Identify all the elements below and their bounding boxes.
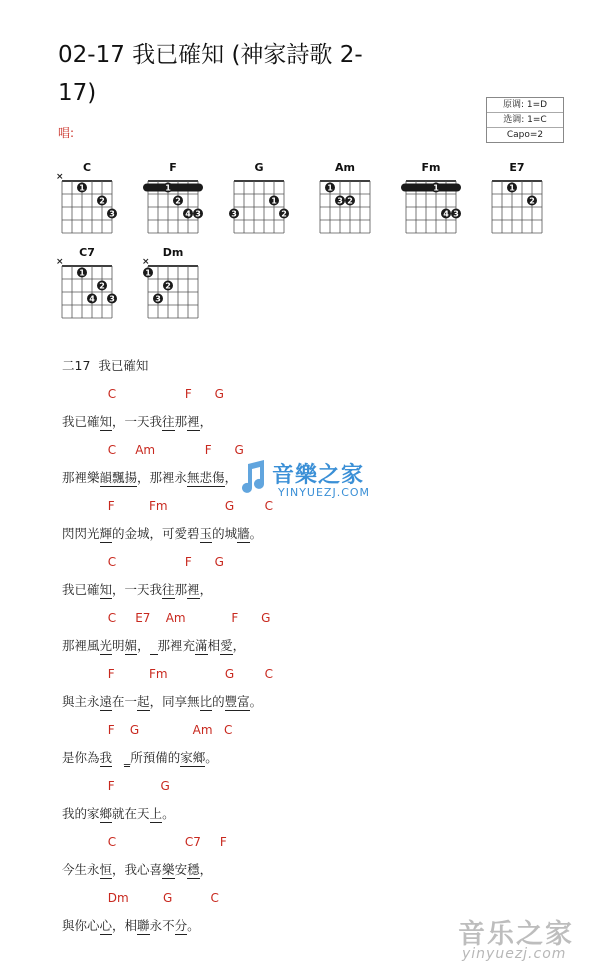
- fretboard-grid: [482, 176, 552, 236]
- svg-text:2: 2: [99, 281, 105, 291]
- svg-text:3: 3: [109, 209, 115, 219]
- song-heading: 二17 我已確知: [62, 358, 149, 373]
- watermark-center: [242, 458, 390, 504]
- finger-dot: [107, 209, 117, 219]
- svg-text:2: 2: [281, 209, 287, 219]
- original-key: 原调: 1=D: [487, 98, 563, 113]
- chord-diagram-am: [310, 161, 382, 236]
- finger-dot: [77, 268, 87, 278]
- watermark-center-url: YINYUEZJ.COM: [278, 486, 371, 499]
- finger-dot: [431, 183, 441, 193]
- chord-name: F: [169, 161, 177, 174]
- finger-dot: [163, 183, 173, 193]
- lyric-line: 今生永恒，我心喜樂安穩，: [62, 862, 213, 877]
- capo-position: Capo=2: [506, 130, 544, 140]
- lyric-line: 是你為我 _所預備的家鄉。: [62, 750, 218, 765]
- chord-name: C7: [79, 246, 95, 259]
- chord-diagram-e7: [482, 161, 554, 236]
- selected-key: 选调: 1=C: [487, 113, 563, 128]
- lyric-line: 我已確知，一天我往那裡，: [62, 414, 213, 429]
- chord-line: C Am F G: [62, 443, 244, 457]
- fretboard-grid: [310, 176, 380, 236]
- svg-text:2: 2: [529, 196, 535, 206]
- svg-text:3: 3: [109, 294, 115, 304]
- svg-text:3: 3: [231, 209, 237, 219]
- svg-text:2: 2: [347, 196, 353, 206]
- chord-name: Am: [335, 161, 355, 174]
- key-info-box: [486, 97, 564, 143]
- finger-dot: [527, 196, 537, 206]
- lyric-line: 那裡風光明媚， 那裡充滿相愛，: [62, 638, 246, 653]
- svg-text:1: 1: [165, 183, 171, 193]
- svg-text:3: 3: [195, 209, 201, 219]
- chord-name: G: [254, 161, 264, 174]
- svg-text:3: 3: [155, 294, 161, 304]
- chord-line: F Fm G C: [62, 667, 274, 681]
- chord-diagram-c7: [52, 246, 124, 321]
- finger-dot: [107, 294, 117, 304]
- finger-dot: [229, 209, 239, 219]
- svg-text:4: 4: [443, 209, 449, 219]
- singer-label: 唱:: [58, 126, 75, 140]
- finger-dot: [183, 209, 193, 219]
- finger-dot: [335, 196, 345, 206]
- finger-dot: [279, 209, 289, 219]
- svg-text:4: 4: [89, 294, 95, 304]
- chord-diagram-g: [224, 161, 296, 236]
- svg-text:2: 2: [175, 196, 181, 206]
- svg-text:1: 1: [433, 183, 439, 193]
- muted-string-icon: ×: [56, 172, 64, 182]
- chord-diagram-fm: [396, 161, 468, 236]
- chord-line: C C7 F: [62, 835, 227, 849]
- chord-name: C: [82, 161, 92, 174]
- svg-text:3: 3: [337, 196, 343, 206]
- finger-dot: [441, 209, 451, 219]
- chord-line: F Fm G C: [62, 499, 274, 513]
- finger-dot: [163, 281, 173, 291]
- finger-dot: [345, 196, 355, 206]
- finger-dot: [97, 196, 107, 206]
- chord-diagram-c: [52, 161, 124, 236]
- lyric-line: 與你心心，相聯永不分。: [62, 918, 200, 933]
- svg-text:2: 2: [165, 281, 171, 291]
- watermark-corner-url: yinyuezj.com: [462, 946, 567, 962]
- lyrics-section: [62, 352, 273, 940]
- svg-text:1: 1: [145, 268, 151, 278]
- fretboard-grid: [52, 172, 122, 236]
- muted-string-icon: ×: [142, 257, 150, 267]
- finger-dot: [77, 183, 87, 193]
- chord-line: F G: [62, 779, 170, 793]
- svg-text:1: 1: [79, 268, 85, 278]
- lyric-line: 與主永遠在一起，同享無比的豐富。: [62, 694, 263, 709]
- svg-text:3: 3: [453, 209, 459, 219]
- finger-dot: [507, 183, 517, 193]
- finger-dot: [451, 209, 461, 219]
- finger-dot: [153, 294, 163, 304]
- finger-dot: [97, 281, 107, 291]
- svg-text:1: 1: [79, 183, 85, 193]
- watermark-corner: [446, 912, 606, 964]
- fretboard-grid: [138, 257, 208, 321]
- chord-diagram-f: [138, 161, 210, 236]
- svg-text:2: 2: [99, 196, 105, 206]
- fretboard-grid: [138, 176, 208, 236]
- lyric-line: 我的家鄉就在天上。: [62, 806, 175, 821]
- svg-text:1: 1: [271, 196, 277, 206]
- chord-name: Fm: [421, 161, 441, 174]
- finger-dot: [193, 209, 203, 219]
- chord-name: Dm: [162, 246, 184, 259]
- lyric-line: 閃閃光輝的金城，可愛碧玉的城牆。: [62, 526, 263, 541]
- finger-dot: [269, 196, 279, 206]
- fretboard-grid: [224, 176, 294, 236]
- watermark-center-text: 音樂之家: [272, 463, 365, 488]
- lyric-line: 我已確知，一天我往那裡，: [62, 582, 213, 597]
- chord-line: F G Am C: [62, 723, 233, 737]
- chord-name: E7: [509, 161, 525, 174]
- finger-dot: [87, 294, 97, 304]
- chord-line: C F G: [62, 387, 224, 401]
- watermark-corner-text: 音乐之家: [458, 919, 574, 950]
- fretboard-grid: [396, 176, 466, 236]
- song-title: 02-17 我已確知 (神家詩歌 2-17): [58, 42, 363, 106]
- chord-line: Dm G C: [62, 891, 219, 905]
- lyric-line: 那裡樂韻飄揚，那裡永無悲傷，: [62, 470, 238, 485]
- chord-diagram-dm: [138, 246, 210, 321]
- fretboard-grid: [52, 257, 122, 321]
- svg-text:1: 1: [327, 183, 333, 193]
- finger-dot: [143, 268, 153, 278]
- chord-line: C F G: [62, 555, 224, 569]
- finger-dot: [173, 196, 183, 206]
- svg-text:1: 1: [509, 183, 515, 193]
- svg-text:4: 4: [185, 209, 191, 219]
- finger-dot: [325, 183, 335, 193]
- muted-string-icon: ×: [56, 257, 64, 267]
- chord-line: C E7 Am F G: [62, 611, 271, 625]
